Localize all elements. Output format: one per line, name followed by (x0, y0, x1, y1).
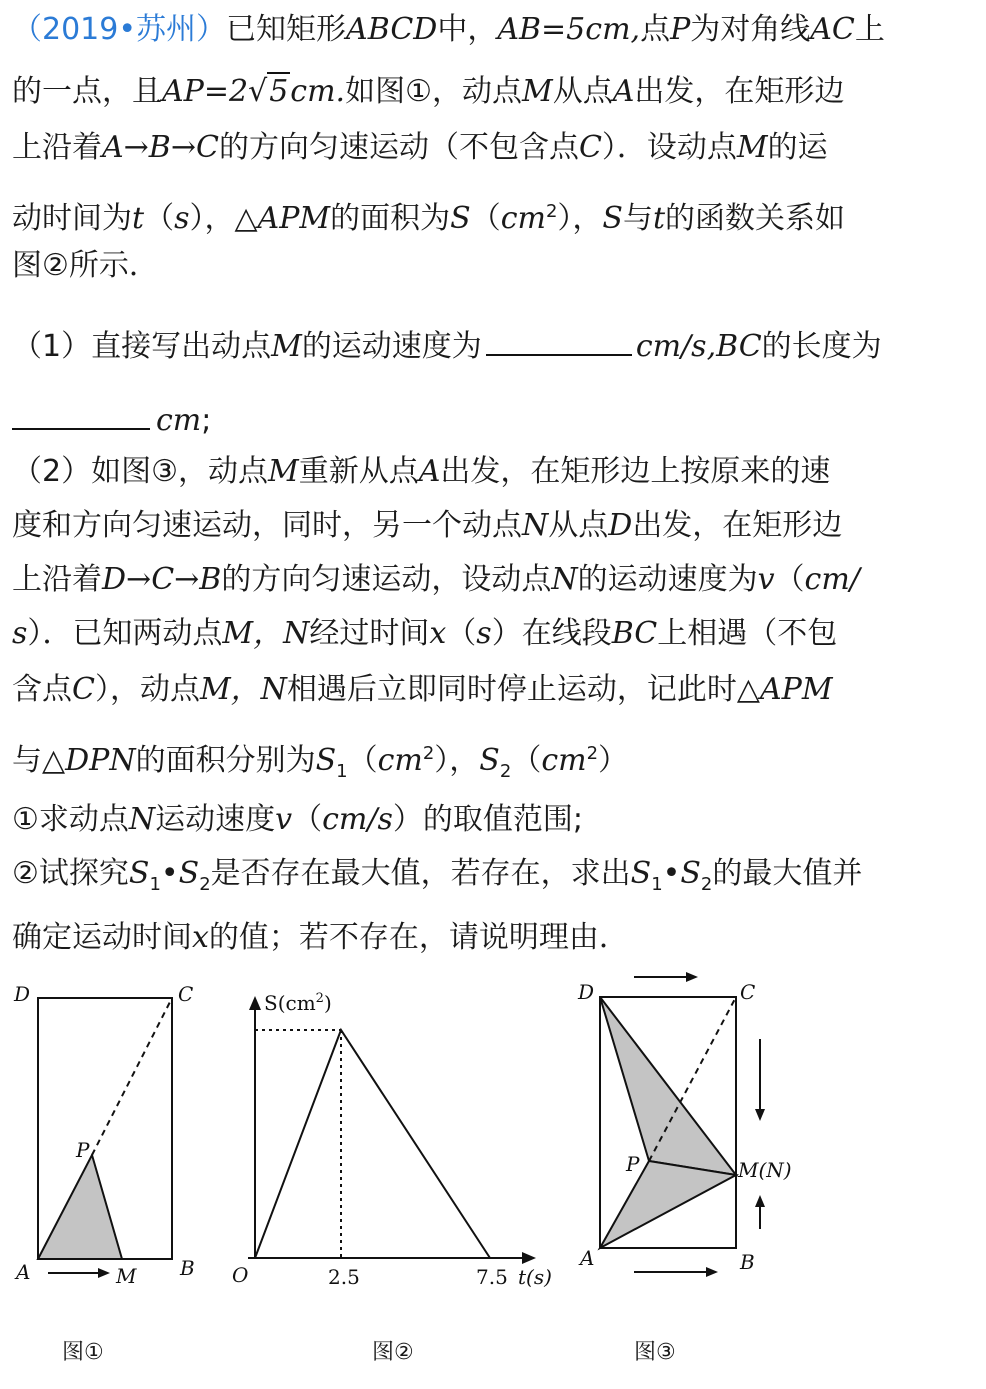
problem-line-2 (12, 72, 844, 112)
text: （ (292, 802, 323, 837)
math: BC (611, 616, 658, 651)
math: AP=2 (162, 74, 249, 109)
problem-line-1 (12, 10, 885, 50)
question-2-line-4 (12, 614, 837, 654)
text: （ (144, 201, 175, 236)
text: （ (470, 201, 501, 236)
text: 与△ (12, 743, 66, 778)
question-2-line-3 (12, 560, 860, 600)
x-axis-arrowhead (522, 1252, 536, 1264)
text: （ (774, 562, 805, 597)
subscript: 2 (199, 874, 211, 895)
arrowhead (686, 972, 698, 982)
text: 图②所示． (12, 248, 159, 283)
sqrt-sign: √ (248, 74, 268, 109)
y-axis-label-text: S(cm (264, 991, 316, 1015)
math: M，N (199, 672, 287, 707)
text: 经过时间 (309, 616, 430, 651)
math: cm. (290, 74, 346, 109)
math: ABCD (346, 12, 438, 47)
math: cm (500, 201, 546, 236)
math: cm/s (322, 802, 393, 837)
text: 的运 (767, 130, 828, 165)
math: M (271, 329, 302, 364)
question-2-line-6 (12, 734, 628, 792)
math: s (174, 201, 190, 236)
tick-label-7-5: 7.5 (476, 1265, 508, 1289)
math: S (630, 856, 652, 891)
text: • (160, 856, 179, 891)
triangle-dpn (600, 997, 736, 1175)
label-b: B (740, 1250, 755, 1274)
math: A (418, 454, 441, 489)
math: S (178, 856, 200, 891)
text: 上相遇（不包 (657, 616, 838, 651)
problem-line-4 (12, 192, 845, 239)
math: v (757, 562, 775, 597)
y-axis-label-sup: 2 (315, 991, 324, 1006)
label-b: B (180, 1256, 195, 1280)
text: （ (511, 743, 542, 778)
math: cm (156, 403, 202, 438)
math: v (275, 802, 293, 837)
text: 确定运动时间 (12, 920, 192, 955)
math: cm/ (804, 562, 860, 597)
math: s (476, 616, 492, 651)
superscript: 2 (586, 743, 599, 764)
text: 的函数关系如 (665, 201, 846, 236)
subscript: 1 (149, 874, 161, 895)
label-d: D (578, 980, 595, 1004)
subscript: 2 (499, 761, 512, 782)
label-m: M (116, 1264, 137, 1288)
label-p: P (76, 1138, 90, 1162)
triangle-apm (600, 1161, 736, 1248)
text: ） (598, 743, 629, 778)
math: s (12, 616, 28, 651)
text: （ (446, 616, 477, 651)
arrowhead (755, 1195, 765, 1207)
tick-label-2-5: 2.5 (328, 1265, 360, 1289)
question-2-line-5 (12, 670, 833, 710)
superscript: 2 (422, 743, 435, 764)
x-axis-label: t(s) (518, 1265, 552, 1289)
math: cm (377, 743, 423, 778)
text: ）， (557, 201, 603, 236)
text: 上沿着 (12, 562, 102, 597)
text: 的一点，且 (12, 74, 162, 109)
math: N (128, 802, 156, 837)
problem-line-5 (12, 246, 159, 286)
text: ），动点 (94, 672, 200, 707)
math: M (736, 130, 768, 165)
figure-2-caption: 图② (372, 1340, 414, 1365)
question-1-line-1 (12, 324, 882, 367)
answer-blank-bc-length[interactable] (12, 398, 150, 430)
figure-1-caption: 图① (62, 1340, 104, 1365)
math: S (450, 201, 471, 236)
question-1-line-2 (12, 398, 211, 441)
text: 中， (437, 12, 498, 47)
text: 如图①，动点 (345, 74, 522, 109)
math: t (132, 201, 145, 236)
text: 的运动速度为 (301, 329, 482, 364)
question-2-line-2 (12, 506, 842, 546)
text: ①求动点 (12, 802, 129, 837)
sub-question-1 (12, 800, 583, 840)
sub-question-2-line-1 (12, 854, 862, 905)
arrowhead (755, 1109, 765, 1121)
math: N (551, 562, 578, 597)
text: （1）直接写出动点 (12, 329, 272, 364)
math: S (680, 856, 701, 891)
arrowhead (98, 1268, 110, 1278)
math: S (479, 743, 500, 778)
math: cm/s, (635, 329, 717, 364)
math: D→C→B (102, 562, 222, 597)
subscript: 2 (700, 874, 713, 895)
text: 与 (622, 201, 653, 236)
y-axis-label-end: ) (323, 991, 332, 1015)
problem-line-3 (12, 128, 828, 168)
math: S (602, 201, 623, 236)
text: 含点 (12, 672, 72, 707)
figure-2-graph (228, 990, 558, 1290)
sub-question-2-line-2 (12, 918, 629, 958)
text: 的方向匀速运动（不包含点 (218, 130, 579, 165)
math: t (652, 201, 666, 236)
text: 运动速度 (155, 802, 276, 837)
math: A (612, 74, 635, 109)
math: C (72, 672, 95, 707)
text: 相遇后立即同时停止运动，记此时△ (286, 672, 761, 707)
figure-3-caption: 图③ (634, 1340, 676, 1365)
text: ）．设动点 (601, 130, 737, 165)
figure-1 (0, 975, 230, 1365)
math: BC (716, 329, 762, 364)
text: 的长度为 (761, 329, 882, 364)
math: S (315, 743, 337, 778)
text: ; (201, 403, 212, 438)
text: ），△ (189, 201, 258, 236)
text: 从点 (548, 508, 609, 543)
figure-3 (570, 965, 830, 1365)
text: ）．已知两动点 (27, 616, 223, 651)
y-axis-label (264, 991, 332, 1015)
math: M (267, 454, 299, 489)
text: 出发，在矩形边上按原来的速 (440, 454, 831, 489)
y-axis-arrowhead (249, 996, 261, 1010)
area-function-line (255, 1030, 490, 1258)
text: 的值；若不存在，请说明理由． (208, 920, 629, 955)
text: （2）如图③，动点 (12, 454, 268, 489)
math: APM (257, 201, 331, 236)
math: A→B→C (102, 130, 219, 165)
figure-1-diagram (0, 975, 230, 1295)
label-c: C (740, 980, 756, 1004)
text: 从点 (552, 74, 613, 109)
label-m-n: M(N) (738, 1158, 792, 1182)
math: x (192, 920, 209, 955)
math: AB=5cm, (497, 12, 641, 47)
text: 出发，在矩形边 (632, 508, 843, 543)
figure-3-diagram (570, 965, 830, 1295)
math: cm (541, 743, 587, 778)
text: 已知矩形 (226, 12, 347, 47)
text: 的运动速度为 (577, 562, 758, 597)
question-2-line-1 (12, 452, 830, 492)
diagonal-dashed (92, 998, 172, 1155)
label-p: P (626, 1152, 640, 1176)
label-a: A (580, 1246, 595, 1270)
math: APM (760, 672, 833, 707)
math: M，N (222, 616, 310, 651)
math: C (578, 130, 602, 165)
text: 上 (854, 12, 885, 47)
math: 5 (269, 74, 289, 109)
problem-source: （2019•苏州） (12, 12, 227, 47)
arrowhead (706, 1267, 718, 1277)
text: 度和方向匀速运动，同时，另一个动点 (12, 508, 522, 543)
math: P (670, 12, 691, 47)
math: M (522, 74, 553, 109)
math: AC (810, 12, 855, 47)
label-a: A (16, 1260, 31, 1284)
text: （ (347, 743, 378, 778)
text: 的最大值并 (712, 856, 863, 891)
text: 出发，在矩形边 (634, 74, 845, 109)
math: x (429, 616, 447, 651)
answer-blank-speed[interactable] (486, 324, 632, 356)
text: 点 (640, 12, 671, 47)
subscript: 1 (651, 874, 663, 895)
text: ）在线段 (491, 616, 612, 651)
math: D (608, 508, 633, 543)
text: 的面积分别为 (135, 743, 316, 778)
origin-label: O (232, 1263, 249, 1287)
label-d: D (14, 982, 31, 1006)
text: ②试探究 (12, 856, 129, 891)
text: ）， (434, 743, 480, 778)
math: N (522, 508, 549, 543)
text: ）的取值范围; (392, 802, 583, 837)
text: 的面积为 (330, 201, 451, 236)
text: 重新从点 (298, 454, 419, 489)
figure-2 (228, 990, 558, 1365)
text: 是否存在最大值，若存在，求出 (210, 856, 631, 891)
text: • (662, 856, 681, 891)
math: DPN (65, 743, 136, 778)
superscript: 2 (545, 201, 558, 222)
text: 上沿着 (12, 130, 102, 165)
triangle-apm (38, 1155, 122, 1259)
text: 的方向匀速运动，设动点 (221, 562, 552, 597)
subscript: 1 (336, 761, 348, 782)
label-c: C (178, 982, 194, 1006)
math: S (128, 856, 150, 891)
text: 动时间为 (12, 201, 132, 236)
text: 为对角线 (690, 12, 811, 47)
